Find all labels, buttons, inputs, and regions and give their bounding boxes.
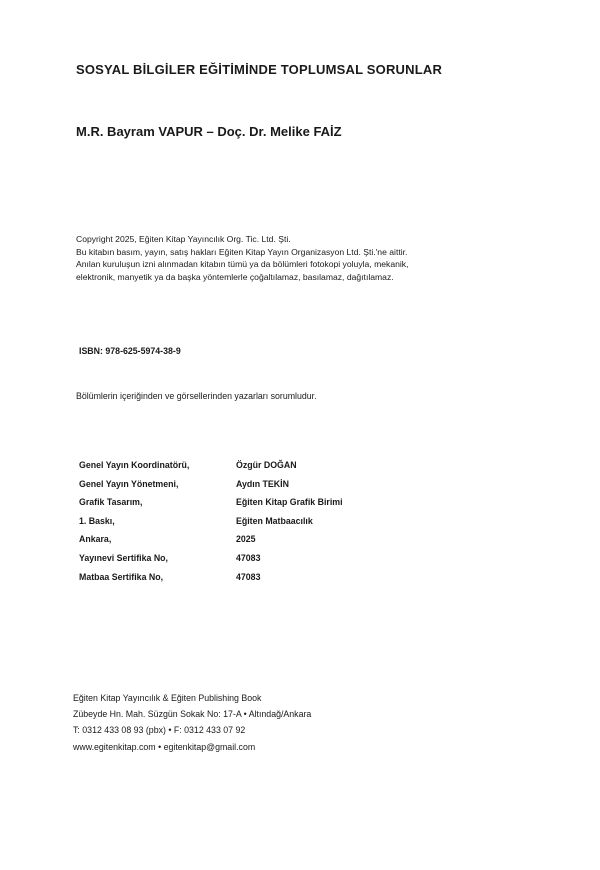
credit-label: Ankara, — [79, 534, 112, 545]
credit-value: 47083 — [236, 571, 261, 582]
credit-value: 47083 — [236, 552, 261, 563]
publisher-name: Eğiten Kitap Yayıncılık & Eğiten Publishing Book — [73, 693, 262, 703]
publisher-web: www.egitenkitap.com • egitenkitap@gmail.com — [73, 741, 256, 752]
credit-row — [79, 475, 343, 494]
credit-row — [79, 530, 343, 549]
credit-value: Aydın TEKİN — [236, 478, 289, 489]
credit-value: 2025 — [236, 534, 256, 545]
credit-value: Eğiten Matbaacılık — [236, 515, 313, 526]
credit-row — [79, 456, 343, 475]
book-authors: M.R. Bayram VAPUR – Doç. Dr. Melike FAİZ — [76, 124, 342, 139]
publisher-info — [73, 690, 311, 755]
credit-row — [79, 493, 343, 512]
credit-label: Genel Yayın Koordinatörü, — [79, 460, 190, 470]
copyright-line: Copyright 2025, Eğiten Kitap Yayıncılık Org. Tic. Ltd. Şti. — [76, 234, 291, 244]
credits-table — [79, 456, 343, 586]
isbn: ISBN: 978-625-5974-38-9 — [79, 346, 181, 356]
responsibility-note: Bölümlerin içeriğinden ve görsellerinden yazarları sorumludur. — [76, 391, 317, 401]
book-title: SOSYAL BİLGİLER EĞİTİMİNDE TOPLUMSAL SORUNLAR — [76, 62, 443, 77]
credit-label: Matbaa Sertifika No, — [79, 571, 164, 582]
credit-label: 1. Baskı, — [79, 515, 115, 526]
publisher-address: Zübeyde Hn. Mah. Süzgün Sokak No: 17-A • Altındağ/Ankara — [73, 709, 312, 720]
credit-value: Özgür DOĞAN — [236, 460, 297, 470]
credit-row — [79, 512, 343, 531]
copyright-line: Bu kitabın basım, yayın, satış hakları Eğiten Kitap Yayın Organizasyon Ltd. Şti.'ne aittir. — [76, 246, 408, 257]
credit-row — [79, 549, 343, 568]
copyright-notice — [76, 233, 546, 283]
credit-label: Grafik Tasarım, — [79, 497, 143, 508]
copyright-line: elektronik, manyetik ya da başka yöntemlerle çoğaltılamaz, basılamaz, dağıtılamaz. — [76, 271, 394, 282]
credit-label: Genel Yayın Yönetmeni, — [79, 478, 179, 489]
credit-label: Yayınevi Sertifika No, — [79, 552, 168, 563]
credit-row — [79, 568, 343, 587]
copyright-line: Anılan kuruluşun izni alınmadan kitabın tümü ya da bölümleri fotokopi yoluyla, mekanik, — [76, 259, 409, 269]
credit-value: Eğiten Kitap Grafik Birimi — [236, 497, 343, 508]
publisher-phone: T: 0312 433 08 93 (pbx) • F: 0312 433 07 92 — [73, 725, 246, 736]
